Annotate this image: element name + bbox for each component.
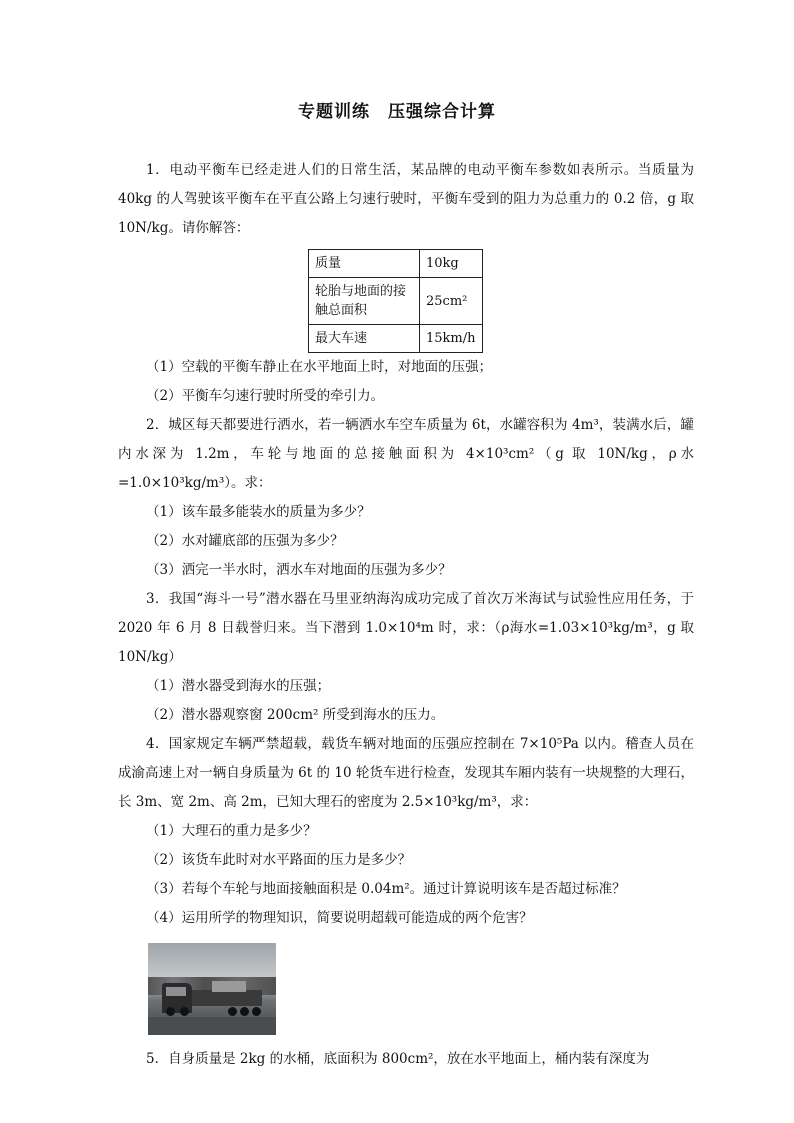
document-body: [118, 156, 694, 1074]
question-4-part-2: （2）该货车此时对水平路面的压力是多少？: [146, 852, 412, 868]
question-3-part-1: （1）潜水器受到海水的压强；: [146, 678, 331, 694]
table-cell-key: 质量: [309, 250, 420, 278]
question-1-part-2: （2）平衡车匀速行驶时所受的牵引力。: [146, 388, 385, 404]
table-row: [309, 278, 483, 325]
question-2-part-1: （1）该车最多能装水的质量为多少？: [146, 504, 371, 520]
question-5-stem: 5．自身质量是 2kg 的水桶，底面积为 800cm²，放在水平地面上，桶内装有深度为: [146, 1051, 650, 1067]
table-cell-key: 轮胎与地面的接触总面积: [309, 278, 420, 325]
photo-marble-block: [212, 981, 246, 992]
question-2-part-3: （3）洒完一半水时，洒水车对地面的压强为多少？: [146, 562, 452, 578]
question-2-part-2: （2）水对罐底部的压强为多少？: [146, 533, 344, 549]
photo-road: [148, 1017, 276, 1035]
table-row: [309, 325, 483, 353]
question-1-stem: 1．电动平衡车已经走进人们的日常生活，某品牌的电动平衡车参数如表所示。当质量为 40kg 的人驾驶该平衡车在平直公路上匀速行驶时，平衡车受到的阻力为总重力的 0.2 倍，g 取 10N/kg。请你解答：: [118, 162, 694, 236]
question-4-part-1: （1）大理石的重力是多少？: [146, 823, 317, 839]
question-4-part-4: （4）运用所学的物理知识，简要说明超载可能造成的两个危害？: [146, 910, 533, 926]
photo-wheel: [180, 1007, 189, 1016]
question-3-stem: 3．我国“海斗一号”潜水器在马里亚纳海沟成功完成了首次万米海试与试验性应用任务，于 2020 年 6 月 8 日载誉归来。当下潜到 1.0×10⁴m 时，求：（ρ海水=1.03×10³kg/m³，g 取 10N/kg）: [118, 591, 694, 665]
question-2-stem: 2．城区每天都要进行洒水，若一辆洒水车空车质量为 6t，水罐容积为 4m³，装满水后，罐内水深为 1.2m，车轮与地面的总接触面积为 4×10³cm²（g 取 10N/kg，ρ水=1.0×10³kg/m³）。求：: [118, 417, 694, 491]
table-cell-value: 15km/h: [420, 325, 483, 353]
photo-wheel: [166, 1007, 175, 1016]
photo-windshield: [166, 987, 186, 996]
table-row: [309, 250, 483, 278]
table-cell-value: 10kg: [420, 250, 483, 278]
photo-wheel: [240, 1007, 249, 1016]
photo-wheel: [228, 1007, 237, 1016]
table-cell-value: 25cm²: [420, 278, 483, 325]
question-4-stem: 4．国家规定车辆严禁超载，载货车辆对地面的压强应控制在 7×10⁵Pa 以内。稽查人员在成渝高速上对一辆自身质量为 6t 的 10 轮货车进行检查，发现其车厢内装有一块规整的大理石，长 3m、宽 2m、高 2m，已知大理石的密度为 2.5×10³kg/m³，求：: [118, 736, 694, 810]
page-title: 专题训练 压强综合计算: [298, 102, 496, 122]
question-1-part-1: （1）空载的平衡车静止在水平地面上时，对地面的压强；: [146, 359, 493, 375]
question-3-part-2: （2）潜水器观察窗 200cm² 所受到海水的压力。: [146, 707, 445, 723]
photo-truck-trailer: [192, 990, 262, 1006]
parameter-table: [308, 249, 483, 353]
photo-wheel: [252, 1007, 261, 1016]
table-cell-key: 最大车速: [309, 325, 420, 353]
question-4-part-3: （3）若每个车轮与地面接触面积是 0.04m²。通过计算说明该车是否超过标准？: [146, 881, 626, 897]
truck-photo: [148, 943, 276, 1035]
